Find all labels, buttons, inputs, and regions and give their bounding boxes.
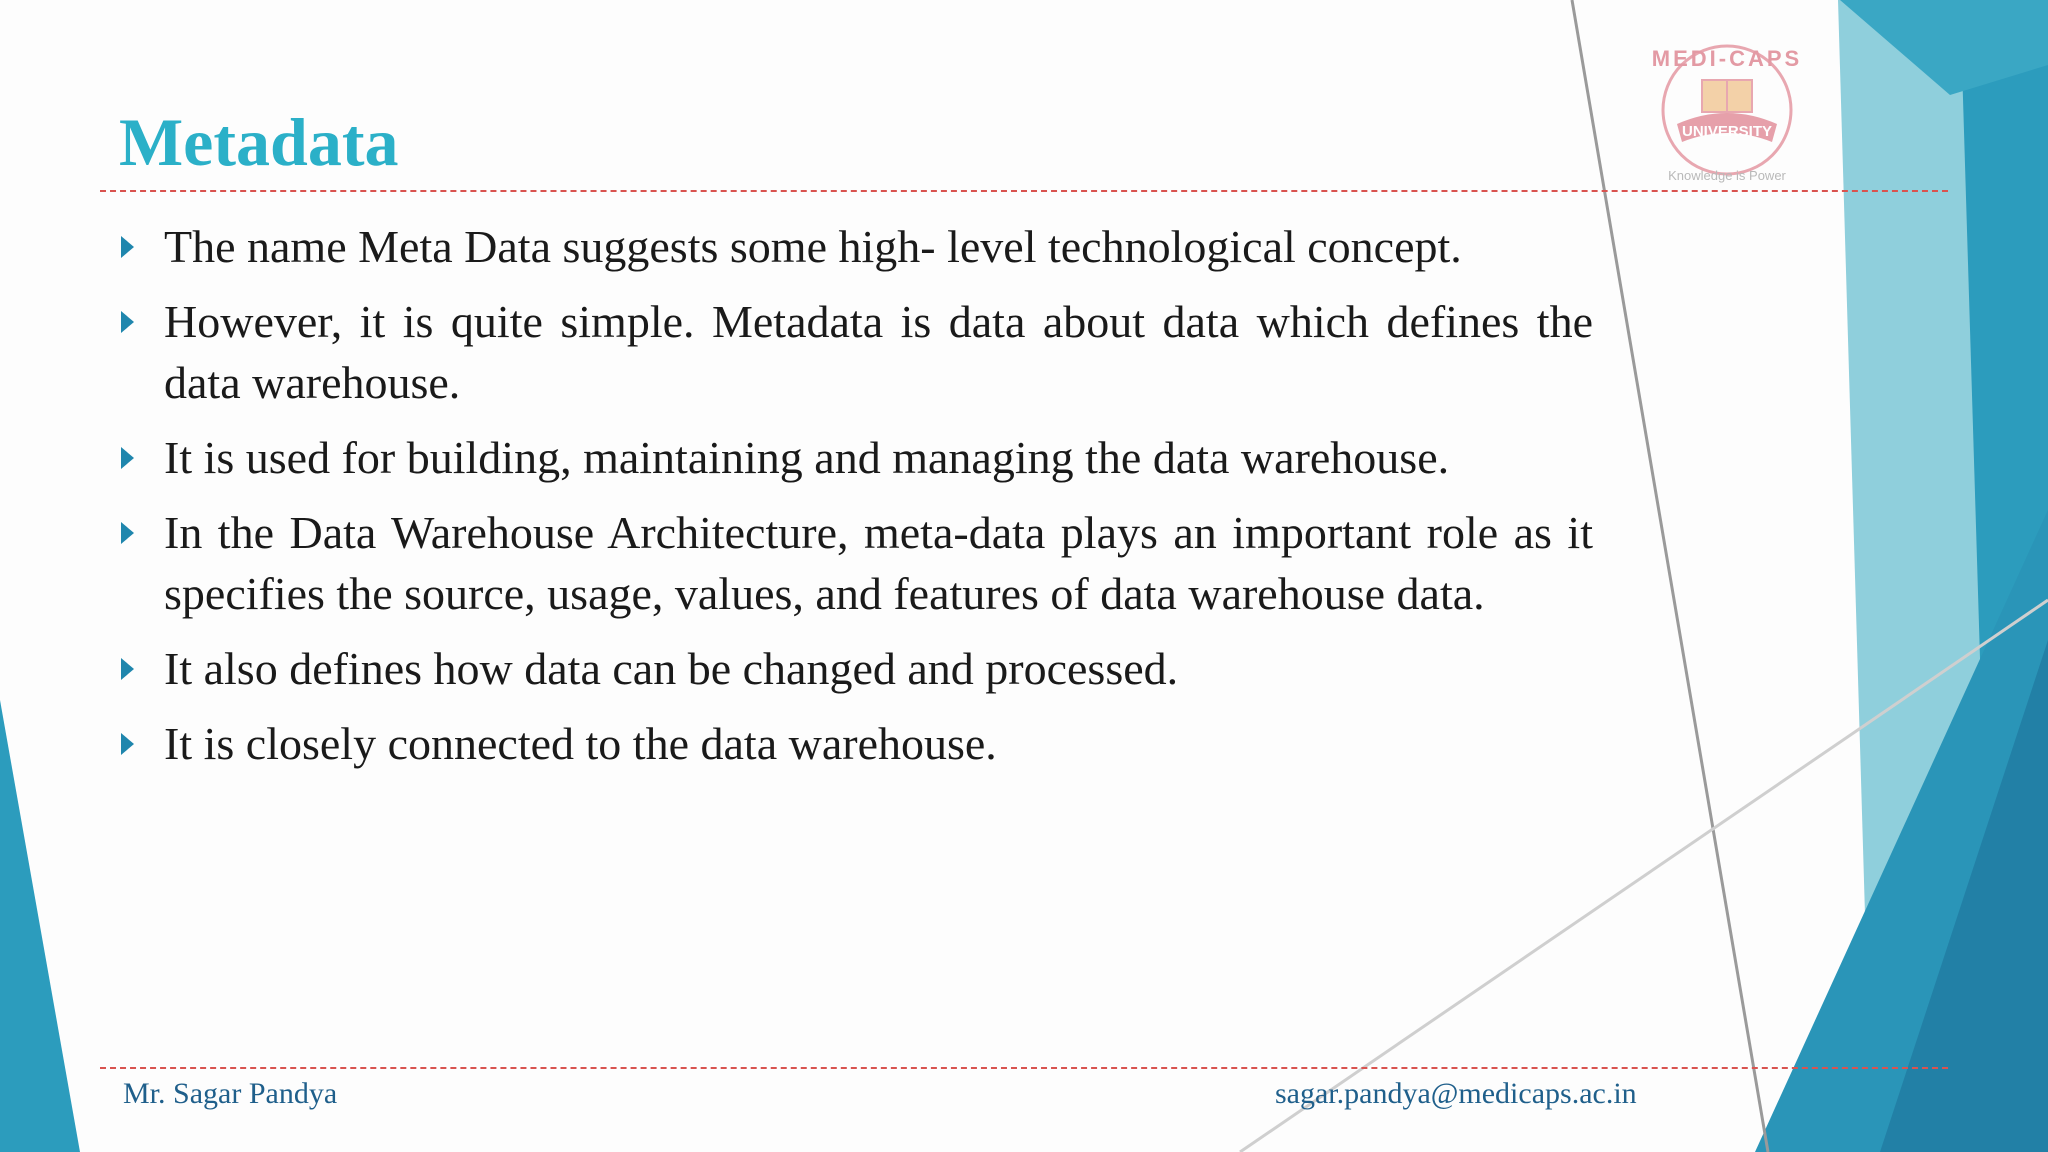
bullet-text: In the Data Warehouse Architecture, meta-data plays an important role as it specifies the source, usage, values, and features of data warehouse data.	[164, 507, 1593, 619]
logo-ribbon-text: UNIVERSITY	[1681, 123, 1773, 140]
triangle-right-icon	[121, 236, 134, 258]
slide-title: Metadata	[119, 104, 399, 180]
triangle-right-icon	[121, 447, 134, 469]
bullet-item	[118, 502, 1593, 624]
logo-arc-text: MEDI-CAPS	[1651, 46, 1803, 71]
bullet-text: It also defines how data can be changed and processed.	[164, 643, 1179, 694]
bullet-item	[118, 216, 1593, 277]
bullet-text: The name Meta Data suggests some high- level technological concept.	[164, 221, 1462, 272]
triangle-right-icon	[121, 733, 134, 755]
bullet-text: It is used for building, maintaining and managing the data warehouse.	[164, 432, 1450, 483]
triangle-right-icon	[121, 522, 134, 544]
bullet-list	[118, 216, 1593, 788]
title-divider	[100, 190, 1948, 192]
logo-tagline: Knowledge is Power	[1668, 168, 1786, 183]
footer-divider	[100, 1067, 1948, 1069]
bullet-text: It is closely connected to the data warehouse.	[164, 718, 997, 769]
bullet-item	[118, 427, 1593, 488]
triangle-right-icon	[121, 311, 134, 333]
bullet-item	[118, 291, 1593, 413]
footer-author: Mr. Sagar Pandya	[123, 1077, 338, 1110]
footer-email: sagar.pandya@medicaps.ac.in	[1275, 1077, 1637, 1110]
bullet-item	[118, 638, 1593, 699]
triangle-right-icon	[121, 658, 134, 680]
bullet-text: However, it is quite simple. Metadata is data about data which defines the data warehouse.	[164, 296, 1593, 408]
bullet-item	[118, 713, 1593, 774]
university-logo	[1622, 32, 1832, 192]
